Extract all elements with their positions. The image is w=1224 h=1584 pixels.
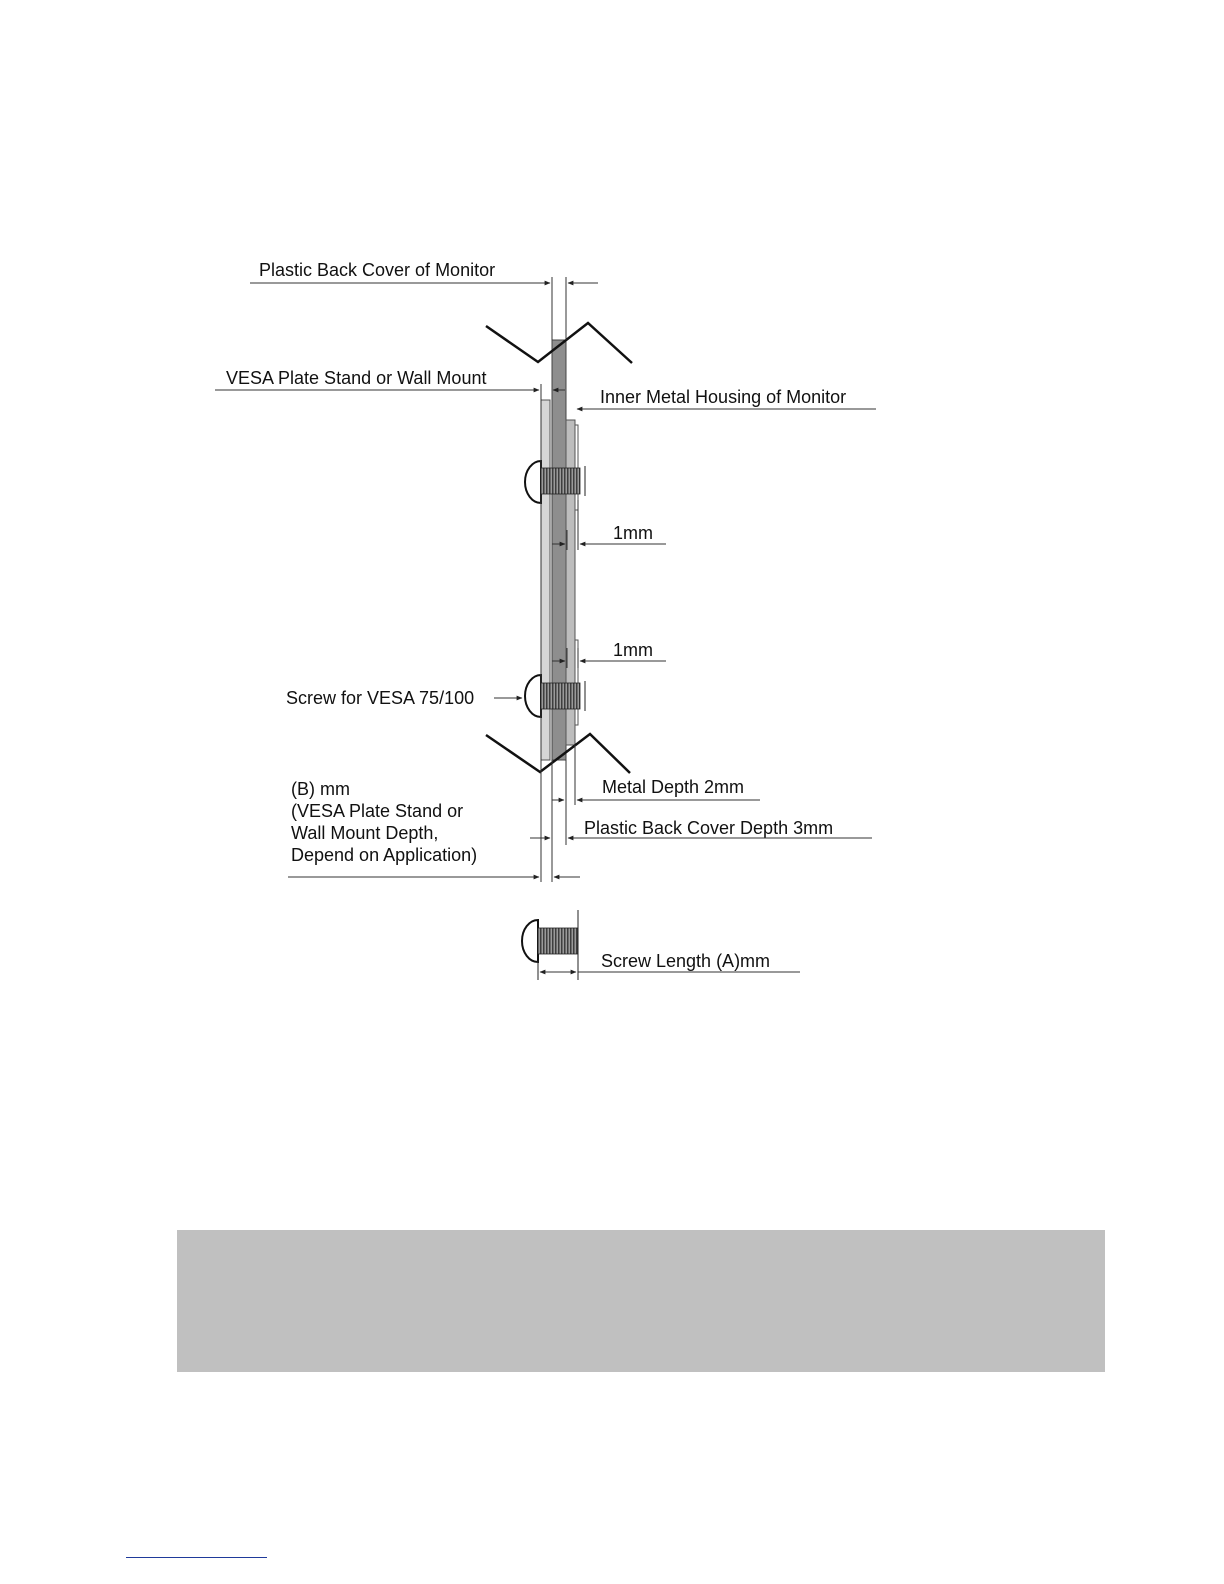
vesa-plate-callout [215, 368, 565, 390]
gray-note-box [177, 1230, 1105, 1372]
b-depth-label-line3: Wall Mount Depth, [291, 823, 439, 843]
gap-top-label: 1mm [613, 523, 653, 543]
plastic-depth-callout [530, 818, 872, 838]
screw-length-label: Screw Length (A)mm [601, 951, 771, 971]
plastic-back-cover-label: Plastic Back Cover of Monitor [259, 260, 496, 280]
screw-vesa-callout [286, 688, 522, 708]
vesa-plate-label: VESA Plate Stand or Wall Mount [226, 368, 487, 388]
screw-length-callout [540, 951, 800, 972]
b-depth-label-line4: Depend on Application) [291, 845, 478, 865]
metal-depth-callout [552, 777, 760, 800]
standalone-screw-icon [522, 910, 578, 980]
plastic-depth-label: Plastic Back Cover Depth 3mm [584, 818, 834, 838]
gap-bottom-label: 1mm [613, 640, 653, 660]
footnote-separator [126, 1557, 267, 1558]
metal-depth-label: Metal Depth 2mm [602, 777, 745, 797]
b-depth-label-line2: (VESA Plate Stand or [291, 801, 464, 821]
b-depth-callout [288, 779, 580, 877]
plastic-back-cover-callout [250, 260, 598, 283]
inner-metal-housing-callout [577, 387, 876, 409]
inner-metal-housing-label: Inner Metal Housing of Monitor [600, 387, 847, 407]
b-depth-label-line1: (B) mm [291, 779, 350, 799]
screw-vesa-label: Screw for VESA 75/100 [286, 688, 475, 708]
